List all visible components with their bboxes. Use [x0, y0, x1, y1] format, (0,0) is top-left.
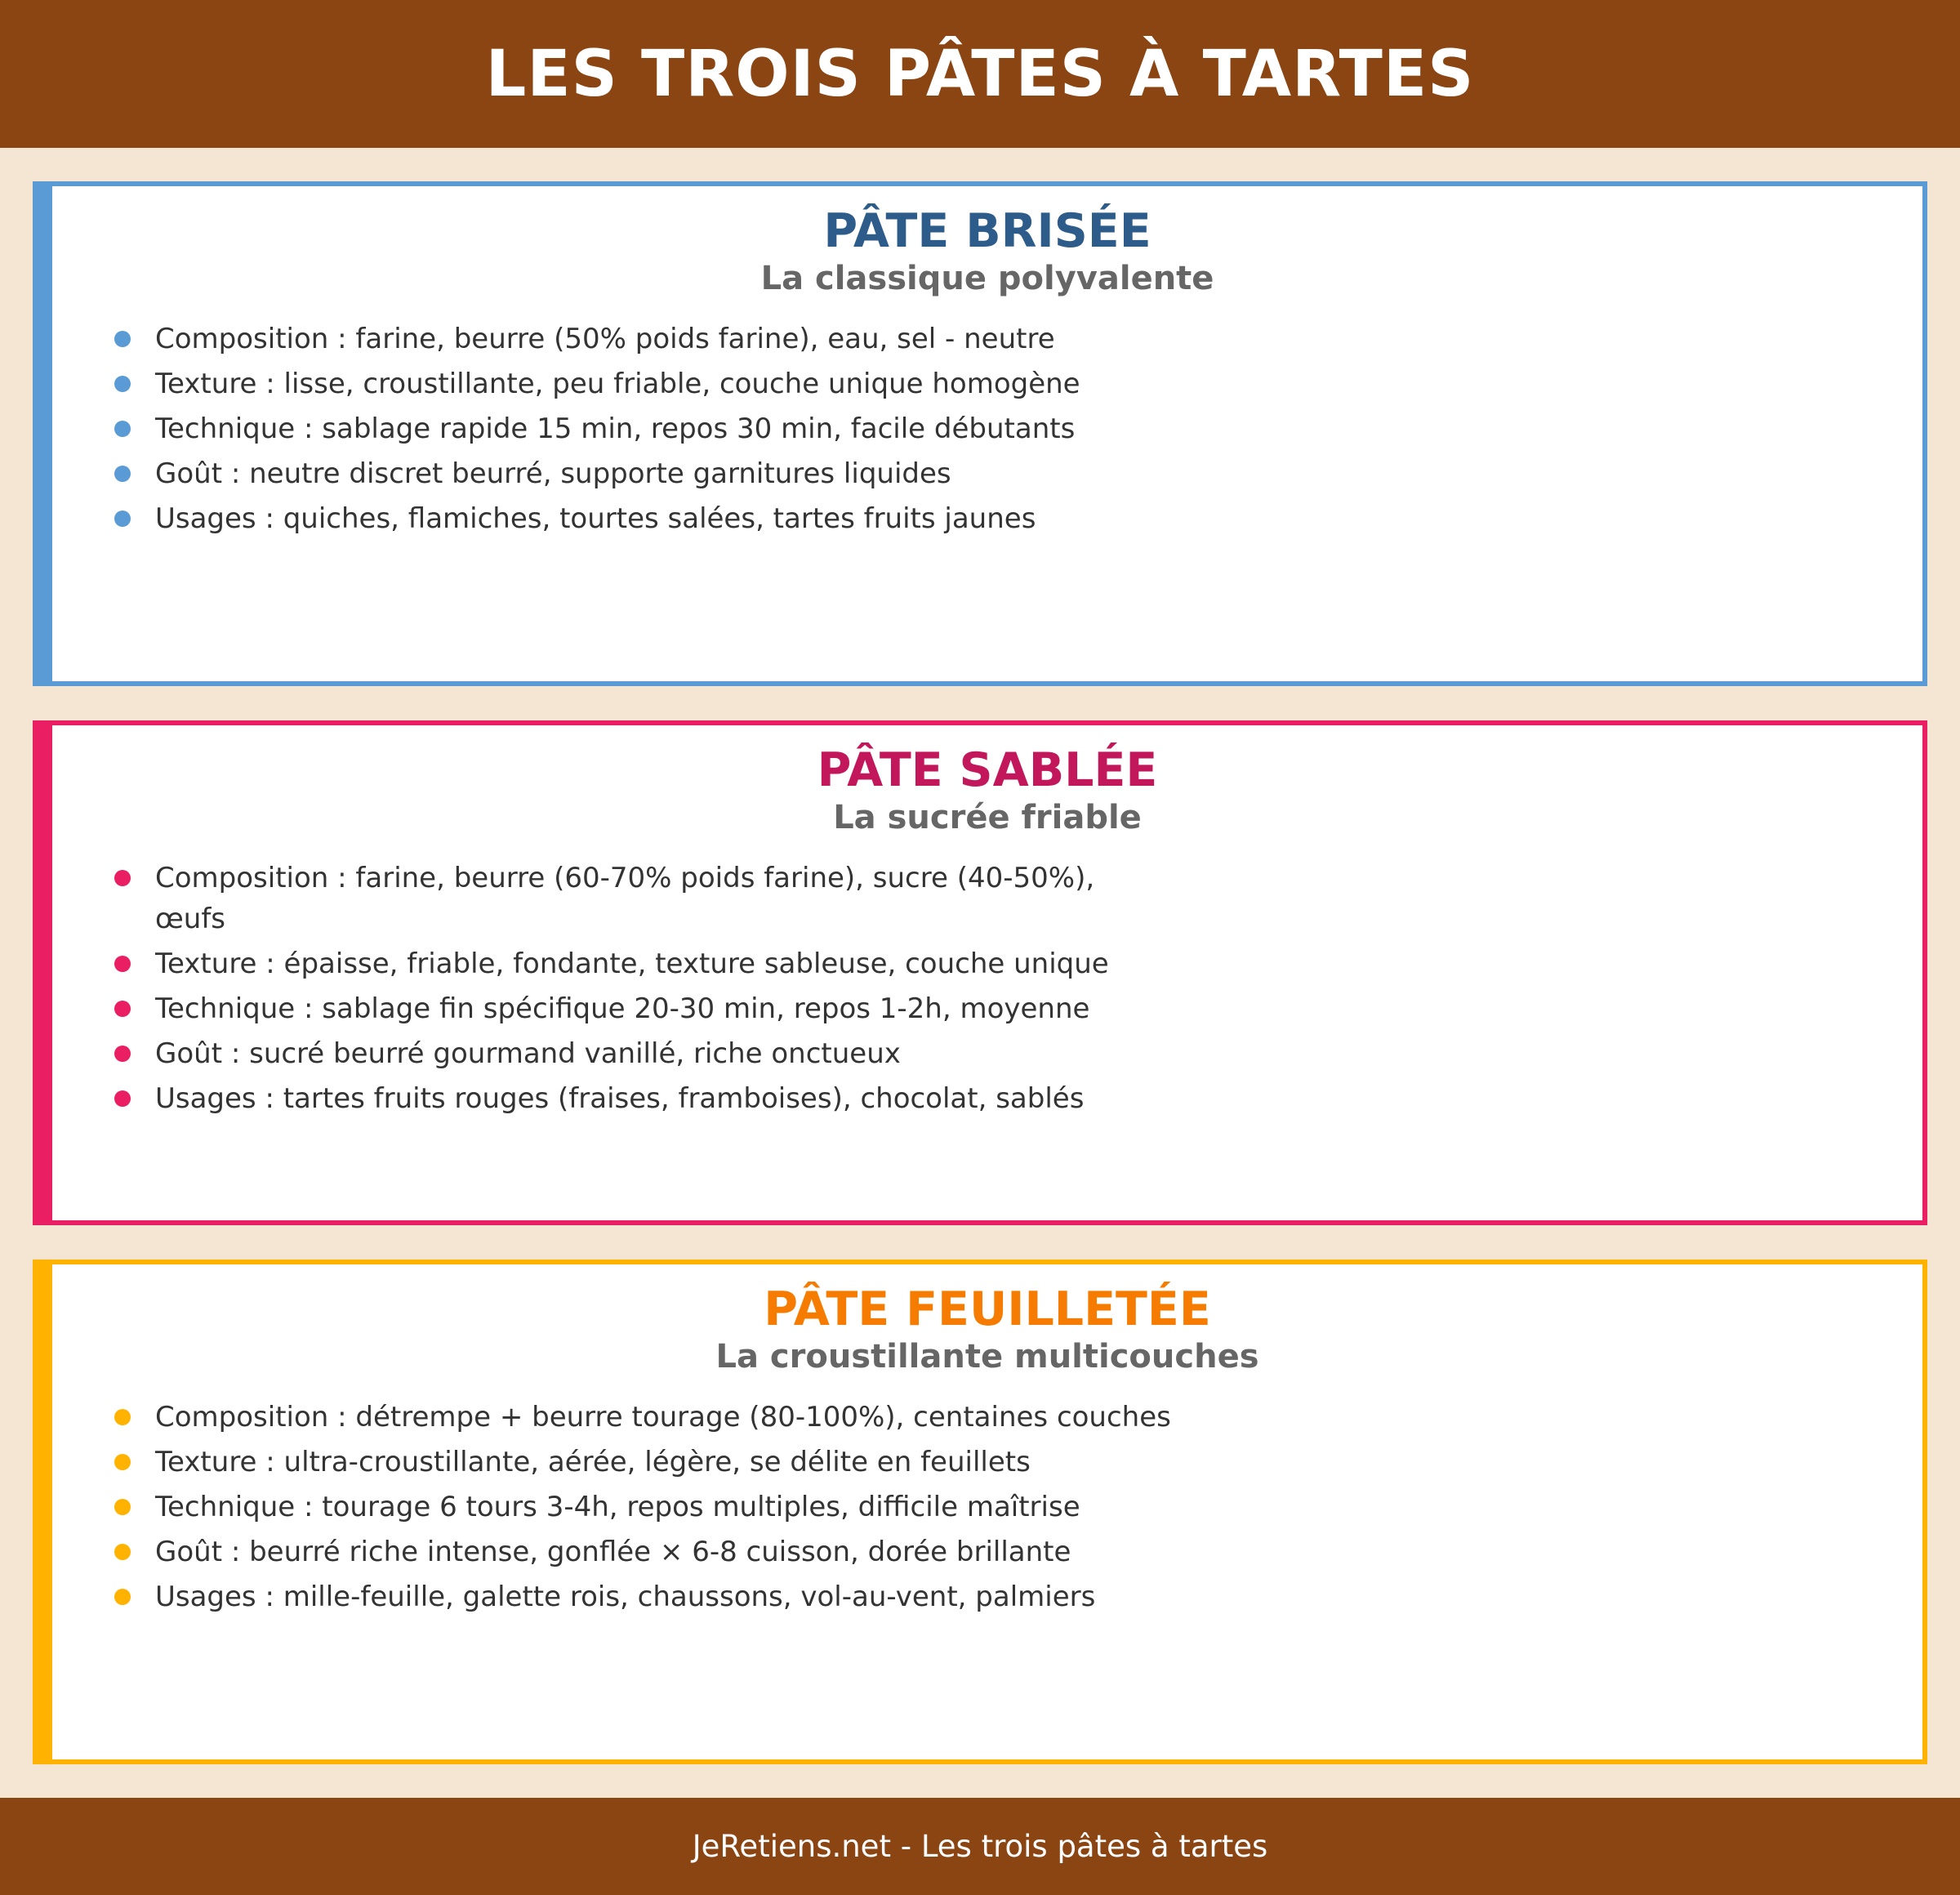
card-pate-feuilletee [33, 1260, 1927, 1764]
list-item [52, 1397, 1171, 1438]
feature-list [52, 319, 1080, 543]
list-item [52, 1576, 1171, 1617]
list-item-text: Texture : épaisse, friable, fondante, texture sableuse, couche unique [155, 948, 1109, 980]
list-item-text: Technique : tourage 6 tours 3-4h, repos multiples, difficile maîtrise [155, 1491, 1080, 1523]
page-header [0, 0, 1960, 148]
list-item [52, 363, 1080, 404]
bullet-icon [114, 1001, 131, 1017]
bullet-icon [114, 956, 131, 972]
bullet-icon [114, 1090, 131, 1107]
list-item [52, 453, 1080, 494]
page-title: LES TROIS PÂTES À TARTES [485, 37, 1475, 111]
list-item-text: Goût : beurré riche intense, gonflée × 6-8 cuisson, dorée brillante [155, 1536, 1071, 1568]
bullet-icon [114, 511, 131, 527]
list-item [52, 498, 1080, 539]
list-item-text: Usages : mille-feuille, galette rois, chaussons, vol-au-vent, palmiers [155, 1581, 1096, 1613]
card-subtitle: La sucrée friable [833, 799, 1142, 836]
list-item [52, 408, 1080, 449]
page-footer [0, 1798, 1960, 1895]
list-item [52, 1442, 1171, 1483]
list-item [52, 1532, 1171, 1572]
bullet-icon [114, 421, 131, 437]
card-subtitle: La croustillante multicouches [715, 1338, 1259, 1376]
list-item-text: Technique : sablage fin spécifique 20-30 min, repos 1-2h, moyenne [155, 992, 1090, 1025]
list-item-text: Goût : neutre discret beurré, supporte garnitures liquides [155, 457, 951, 490]
list-item-text: Goût : sucré beurré gourmand vanillé, riche onctueux [155, 1037, 901, 1070]
list-item-text: Usages : quiches, flamiches, tourtes salées, tartes fruits jaunes [155, 502, 1036, 535]
bullet-icon [114, 466, 131, 482]
bullet-icon [114, 870, 131, 886]
bullet-icon [114, 1454, 131, 1470]
bullet-icon [114, 1544, 131, 1560]
feature-list [52, 1397, 1171, 1621]
bullet-icon [114, 1409, 131, 1425]
footer-text: JeRetiens.net - Les trois pâtes à tartes [692, 1829, 1268, 1864]
list-item [52, 319, 1080, 359]
list-item-text: Usages : tartes fruits rouges (fraises, framboises), chocolat, sablés [155, 1082, 1085, 1115]
list-item-text: Texture : lisse, croustillante, peu friable, couche unique homogène [155, 368, 1080, 400]
list-item [52, 1078, 1109, 1119]
list-item [52, 1033, 1109, 1074]
bullet-icon [114, 376, 131, 392]
card-pate-sablee [33, 720, 1927, 1225]
list-item-text: Composition : détrempe + beurre tourage (80-100%), centaines couches [155, 1401, 1171, 1434]
card-title: PÂTE SABLÉE [817, 743, 1158, 797]
list-item-text: Texture : ultra-croustillante, aérée, légère, se délite en feuillets [155, 1446, 1031, 1478]
card-title: PÂTE BRISÉE [823, 204, 1152, 258]
list-item [52, 988, 1109, 1029]
list-item [52, 1487, 1171, 1527]
bullet-icon [114, 331, 131, 347]
list-item-text: Composition : farine, beurre (60-70% poids farine), sucre (40-50%), œufs [155, 862, 1095, 935]
card-pate-brisee [33, 181, 1927, 686]
list-item [52, 943, 1109, 984]
list-item-text: Technique : sablage rapide 15 min, repos 30 min, facile débutants [155, 412, 1076, 445]
bullet-icon [114, 1589, 131, 1605]
card-subtitle: La classique polyvalente [760, 260, 1214, 297]
bullet-icon [114, 1046, 131, 1062]
feature-list [52, 858, 1109, 1123]
list-item-text: Composition : farine, beurre (50% poids farine), eau, sel - neutre [155, 323, 1055, 355]
card-title: PÂTE FEUILLETÉE [764, 1282, 1211, 1336]
bullet-icon [114, 1499, 131, 1515]
list-item [52, 858, 1109, 939]
